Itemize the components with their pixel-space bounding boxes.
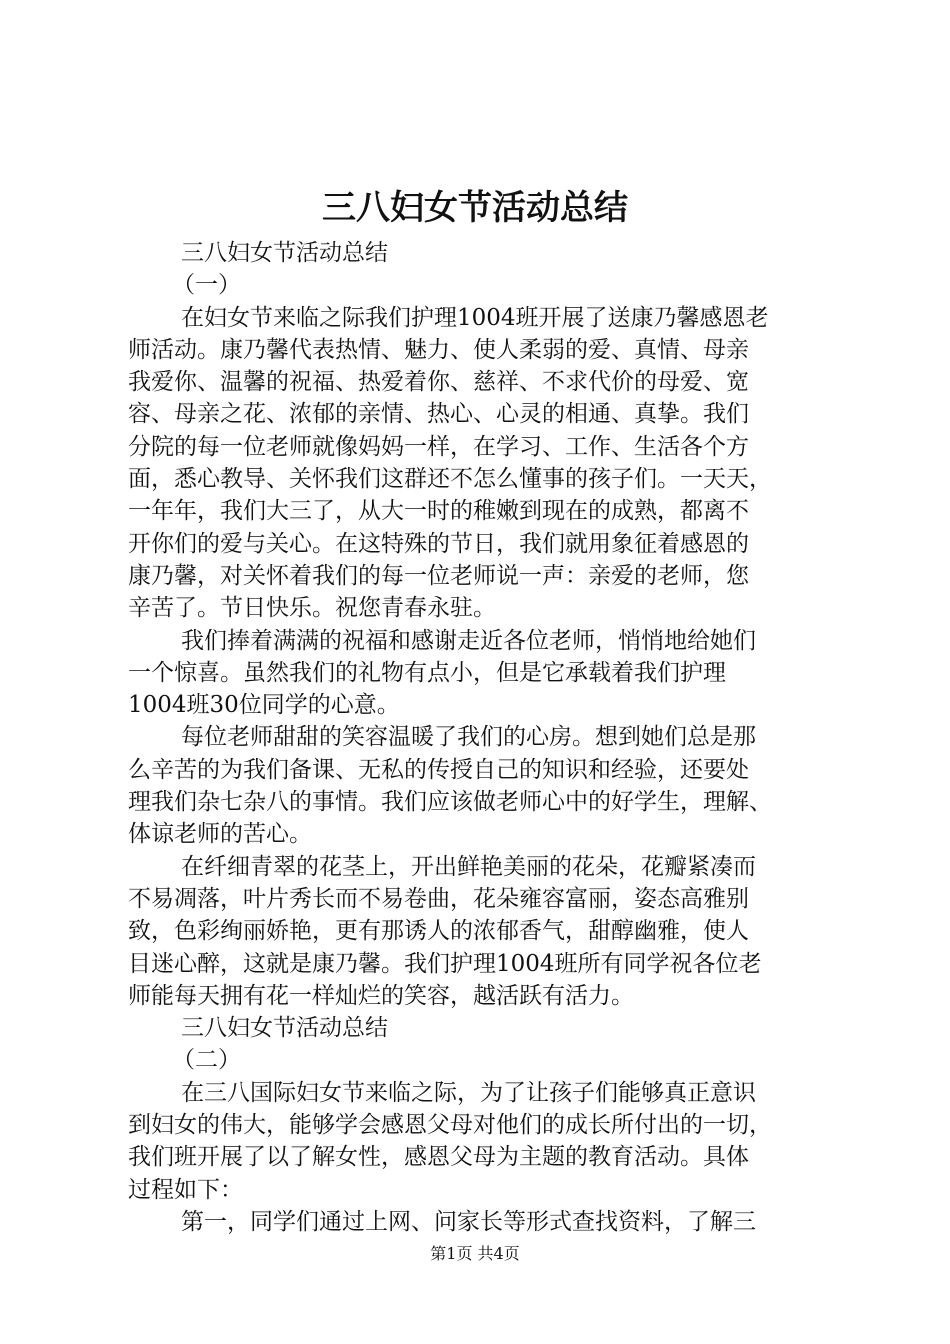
text-line: （一） bbox=[172, 272, 241, 299]
text-line: 不易凋落，叶片秀长而不易卷曲，花朵雍容富丽，姿态高雅别 bbox=[128, 885, 749, 912]
text-line: 第一，同学们通过上网、问家长等形式查找资料，了解三 bbox=[181, 1208, 756, 1235]
text-line: 理我们杂七杂八的事情。我们应该做老师心中的好学生，理解、 bbox=[128, 789, 772, 816]
text-line: 我们捧着满满的祝福和感谢走近各位老师，悄悄地给她们 bbox=[181, 627, 756, 654]
text-line: 过程如下： bbox=[128, 1176, 243, 1203]
text-line: 我们班开展了以了解女性，感恩父母为主题的教育活动。具体 bbox=[128, 1144, 749, 1171]
text-line: 我爱你、温馨的祝福、热爱着你、慈祥、不求代价的母爱、宽 bbox=[128, 369, 749, 396]
text-line: 在妇女节来临之际我们护理1004班开展了送康乃馨感恩老 bbox=[181, 304, 769, 331]
text-line: 目迷心醉，这就是康乃馨。我们护理1004班所有同学祝各位老 bbox=[128, 950, 762, 977]
text-line: 每位老师甜甜的笑容温暖了我们的心房。想到她们总是那 bbox=[181, 724, 756, 751]
text-line: 一年年，我们大三了，从大一时的稚嫩到现在的成熟，都离不 bbox=[128, 498, 749, 525]
text-line: 在三八国际妇女节来临之际，为了让孩子们能够真正意识 bbox=[181, 1079, 756, 1106]
text-line: （二） bbox=[172, 1047, 241, 1074]
document-body bbox=[128, 237, 828, 1238]
text-line: 在纤细青翠的花茎上，开出鲜艳美丽的花朵，花瓣紧凑而 bbox=[181, 853, 756, 880]
text-line: 面，悉心教导、关怀我们这群还不怎么懂事的孩子们。一天天， bbox=[128, 466, 772, 493]
text-line: 三八妇女节活动总结 bbox=[181, 240, 388, 266]
text-line: 分院的每一位老师就像妈妈一样，在学习、工作、生活各个方 bbox=[128, 433, 749, 460]
text-line: 到妇女的伟大，能够学会感恩父母对他们的成长所付出的一切， bbox=[128, 1112, 772, 1139]
text-line: 三八妇女节活动总结 bbox=[181, 1015, 388, 1042]
text-line: 开你们的爱与关心。在这特殊的节日，我们就用象征着感恩的 bbox=[128, 530, 749, 557]
text-line: 致，色彩绚丽娇艳，更有那诱人的浓郁香气，甜醇幽雅，使人 bbox=[128, 918, 749, 945]
text-line: 么辛苦的为我们备课、无私的传授自己的知识和经验，还要处 bbox=[128, 756, 749, 783]
text-line: 一个惊喜。虽然我们的礼物有点小，但是它承载着我们护理 bbox=[128, 659, 726, 686]
page-footer: 第1页 共4页 bbox=[430, 1244, 520, 1263]
text-line: 容、母亲之花、浓郁的亲情、热心、心灵的相通、真挚。我们 bbox=[128, 401, 749, 428]
text-line: 1004班30位同学的心意。 bbox=[128, 692, 400, 719]
document-title: 三八妇女节活动总结 bbox=[322, 188, 628, 228]
text-line: 师活动。康乃馨代表热情、魅力、使人柔弱的爱、真情、母亲 bbox=[128, 336, 749, 363]
text-line: 师能每天拥有花一样灿烂的笑容，越活跃有活力。 bbox=[128, 982, 634, 1009]
text-line: 康乃馨，对关怀着我们的每一位老师说一声：亲爱的老师，您 bbox=[128, 562, 749, 589]
text-line: 辛苦了。节日快乐。祝您青春永驻。 bbox=[128, 595, 496, 622]
text-line: 体谅老师的苦心。 bbox=[128, 821, 312, 848]
